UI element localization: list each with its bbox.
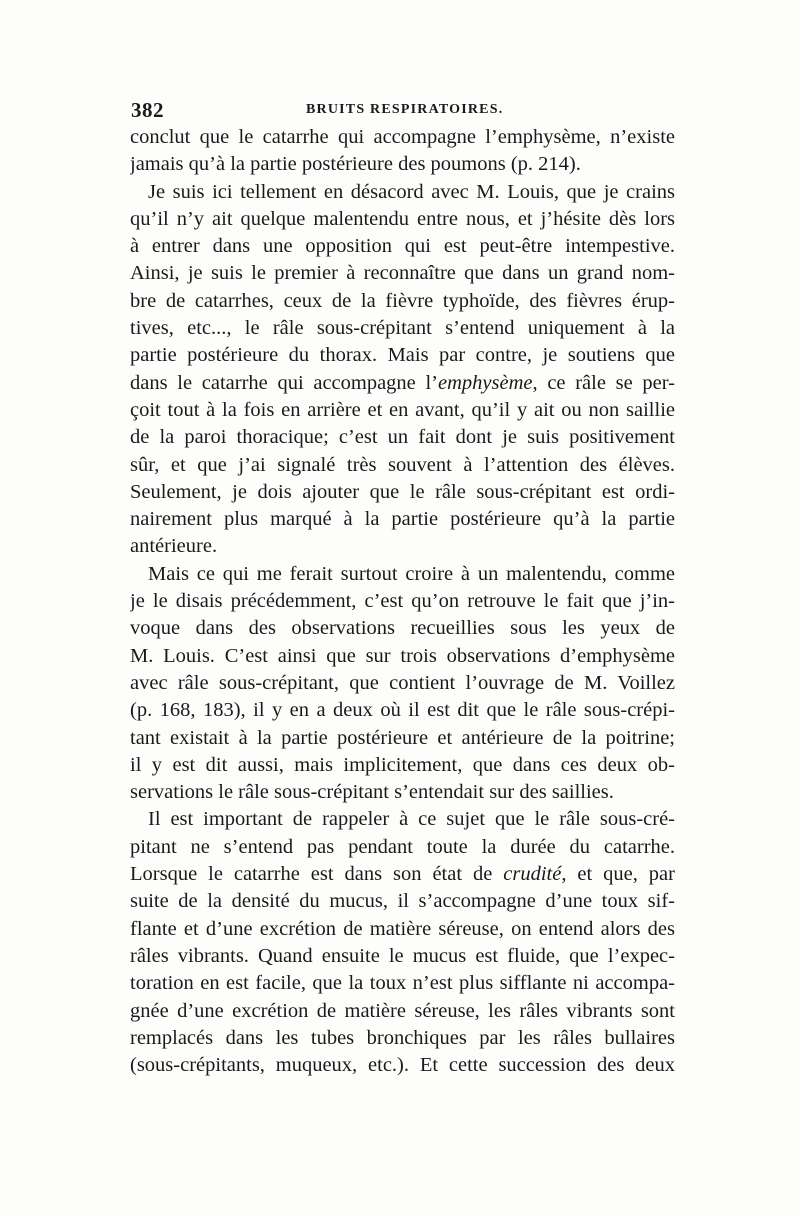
text-line: çoit tout à la fois en arrière et en avant, qu’il y ait ou non saillie [130,398,675,421]
text-line: je le disais précédemment, c’est qu’on retrouve le fait que j’in- [130,590,675,613]
text-line: servations le râle sous-crépitant s’entendait sur des saillies. [130,781,614,804]
text-line [130,861,675,888]
text-line: voque dans des observations recueillies sous les yeux de [130,617,675,640]
italic-term: crudité [503,863,562,886]
text-line: Ainsi, je suis le premier à reconnaître que dans un grand nom- [130,262,675,285]
text-line: il y est dit aussi, mais implicitement, que dans ces deux ob- [130,753,675,776]
text-line: jamais qu’à la partie postérieure des poumons (p. 214). [130,153,581,176]
text-line: pitant ne s’entend pas pendant toute la durée du catarrhe. [130,835,675,858]
running-title: BRUITS RESPIRATOIRES. [306,102,504,117]
italic-term: emphysème [438,371,533,394]
text-line: Je suis ici tellement en désacord avec M. Louis, que je crains [148,180,675,203]
text-line: sûr, et que j’ai signalé très souvent à l’attention des élèves. [130,453,675,476]
page-header [131,98,671,124]
text-line: bre de catarrhes, ceux de la fièvre typhoïde, des fièvres érup- [130,289,675,312]
text-line: Seulement, je dois ajouter que le râle sous-crépitant est ordi- [130,480,675,503]
text-line: râles vibrants. Quand ensuite le mucus est fluide, que l’expec- [130,944,675,967]
text-line: Il est important de rappeler à ce sujet que le râle sous-cré- [148,808,675,831]
text-line: nairement plus marqué à la partie postérieure qu’à la partie [130,508,675,531]
text-line: qu’il n’y ait quelque malentendu entre nous, et j’hésite dès lors [130,207,675,230]
text-line: conclut que le catarrhe qui accompagne l’emphysème, n’existe [130,126,675,148]
text-segment: , et que, par [561,863,675,886]
text-line: suite de la densité du mucus, il s’accompagne d’une toux sif- [130,890,675,913]
text-line: gnée d’une excrétion de matière séreuse, les râles vibrants sont [130,999,675,1022]
text-line: antérieure. [130,535,218,558]
text-line: (p. 168, 183), il y en a deux où il est dit que le râle sous-crépi- [130,699,675,722]
page-number: 382 [131,98,164,122]
text-line: de la paroi thoracique; c’est un fait dont je suis positivement [130,426,675,449]
text-line: partie postérieure du thorax. Mais par contre, je soutiens que [130,344,675,367]
text-segment: dans le catarrhe qui accompagne l’ [130,371,439,394]
text-segment: Lorsque le catarrhe est dans son état de [130,863,504,886]
text-line: à entrer dans une opposition qui est peut-être intempestive. [130,235,675,258]
text-line: flante et d’une excrétion de matière séreuse, on entend alors des [130,917,675,940]
text-line [130,370,675,397]
text-line: Mais ce qui me ferait surtout croire à un malentendu, comme [148,562,675,585]
text-line: M. Louis. C’est ainsi que sur trois observations d’emphysème [130,644,675,667]
text-segment: , ce râle se per- [532,371,675,394]
text-line: tant existait à la partie postérieure et antérieure de la poitrine; [130,726,675,749]
text-line: avec râle sous-crépitant, que contient l’ouvrage de M. Voillez [130,671,675,694]
body-text [130,124,675,1079]
text-line: toration en est facile, que la toux n’est plus sifflante ni accompa- [130,972,675,995]
text-line: tives, etc..., le râle sous-crépitant s’entend uniquement à la [130,317,675,340]
text-line: (sous-crépitants, muqueux, etc.). Et cette succession des deux [130,1054,675,1077]
text-line: remplacés dans les tubes bronchiques par les râles bullaires [130,1026,675,1049]
